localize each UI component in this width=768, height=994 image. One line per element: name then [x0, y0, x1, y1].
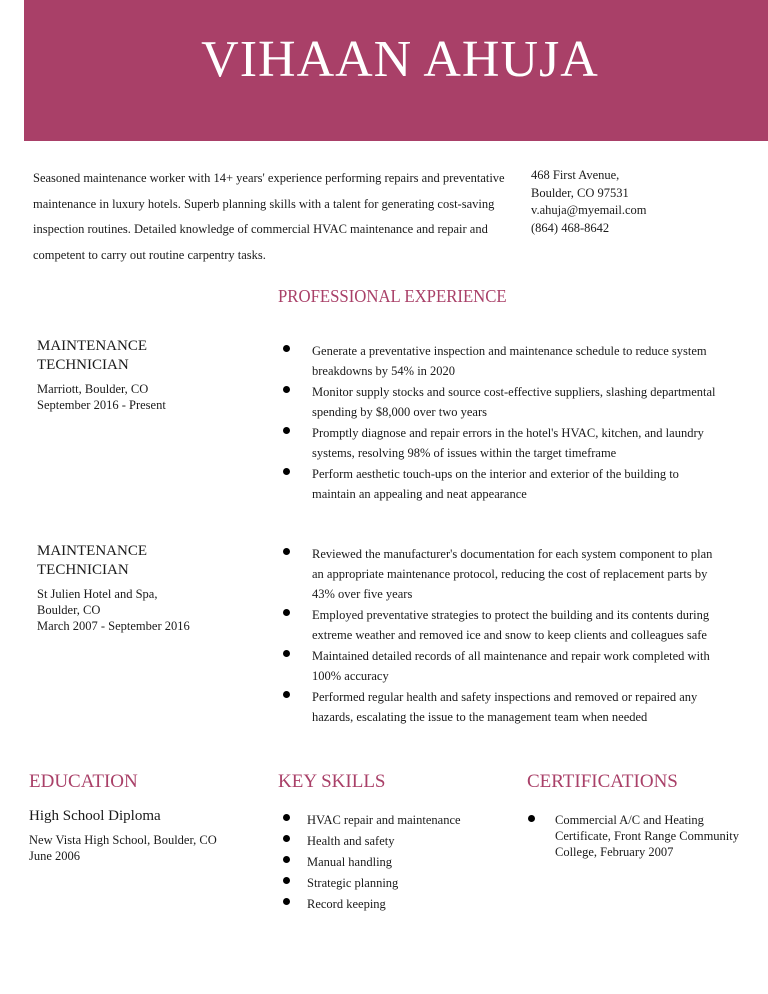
- list-item: [283, 873, 503, 894]
- email-address: v.ahuja@myemail.com: [531, 203, 647, 217]
- list-item: [283, 894, 503, 915]
- list-item: [283, 382, 723, 422]
- skill-text: Strategic planning: [307, 876, 399, 890]
- bullet-text: Performed regular health and safety inspections and removed or repaired any hazards, escalating the issue to the management team when needed: [312, 690, 698, 724]
- header-banner: [24, 0, 768, 141]
- education-heading: EDUCATION: [29, 771, 138, 792]
- bullet-text: Perform aesthetic touch-ups on the interior and exterior of the building to maintain an appealing and neat appearance: [312, 467, 679, 501]
- job-role-line: TECHNICIAN: [37, 357, 129, 373]
- bullet-text: Reviewed the manufacturer's documentation for each system component to plan an appropriate maintenance protocol, reducing the cost of replacement parts by 43% over five years: [312, 547, 713, 601]
- skill-text: Manual handling: [307, 855, 393, 869]
- skill-text: Record keeping: [307, 897, 386, 911]
- bullet-icon: [283, 427, 290, 434]
- skills-heading: KEY SKILLS: [278, 771, 386, 792]
- bullet-text: Employed preventative strategies to protect the building and its contents during extreme weather and removed ice and snow to keep clients and colleagues safe: [312, 608, 710, 642]
- skill-text: Health and safety: [307, 834, 395, 848]
- education-school: New Vista High School, Boulder, CO: [29, 833, 217, 847]
- bullet-icon: [283, 609, 290, 616]
- list-item: [283, 605, 723, 645]
- job-bullets: [283, 544, 723, 728]
- professional-summary: Seasoned maintenance worker with 14+ years' experience performing repairs and preventative maintenance in luxury hotels. Superb planning skills with a talent for generating cost-saving inspection routines. Detailed knowledge of commercial HVAC maintenance and repair and competent to carry out routine carpentry tasks.: [33, 171, 505, 262]
- education-degree: High School Diploma: [29, 808, 161, 824]
- list-item: [283, 464, 723, 504]
- bullet-icon: [283, 856, 290, 863]
- list-item: [283, 831, 503, 852]
- job-company: Marriott, Boulder, CO: [37, 382, 149, 396]
- list-item: [283, 544, 723, 604]
- address-line-1: 468 First Avenue,: [531, 168, 620, 182]
- list-item: [283, 423, 723, 463]
- job-role: [37, 337, 252, 375]
- address-line-2: Boulder, CO 97531: [531, 185, 629, 200]
- bullet-text: Generate a preventative inspection and maintenance schedule to reduce system breakdowns by 54% in 2020: [312, 344, 707, 378]
- list-item: [283, 646, 723, 686]
- contact-info: [531, 167, 647, 237]
- bullet-text: Monitor supply stocks and source cost-effective suppliers, slashing departmental spending by $8,000 over two years: [312, 385, 716, 419]
- skill-text: HVAC repair and maintenance: [307, 813, 461, 827]
- certifications-heading: CERTIFICATIONS: [527, 771, 678, 792]
- candidate-name: VIHAAN AHUJA: [201, 31, 599, 88]
- job-dates: March 2007 - September 2016: [37, 619, 190, 633]
- phone-number: (864) 468-8642: [531, 220, 610, 235]
- list-item: [283, 341, 723, 381]
- list-item: [283, 810, 503, 831]
- bullet-icon: [283, 468, 290, 475]
- list-item: [528, 812, 748, 860]
- bullet-icon: [283, 650, 290, 657]
- job-dates: September 2016 - Present: [37, 398, 166, 412]
- bullet-icon: [283, 835, 290, 842]
- certification-text: Commercial A/C and Heating Certificate, Front Range Community College, February 2007: [555, 813, 739, 859]
- education-meta: [29, 832, 217, 864]
- job-meta: [37, 586, 252, 634]
- job-location: Boulder, CO: [37, 603, 101, 617]
- skills-list: [283, 810, 503, 915]
- job-meta: [37, 381, 252, 413]
- certifications-list: [528, 812, 748, 861]
- bullet-icon: [283, 691, 290, 698]
- experience-heading: PROFESSIONAL EXPERIENCE: [278, 286, 507, 306]
- bullet-icon: [283, 898, 290, 905]
- bullet-icon: [283, 814, 290, 821]
- bullet-icon: [283, 345, 290, 352]
- job-role-line: MAINTENANCE: [37, 338, 147, 354]
- bullet-icon: [283, 548, 290, 555]
- job-role-line: TECHNICIAN: [37, 562, 129, 578]
- bullet-icon: [528, 815, 535, 822]
- job-entry: [37, 542, 252, 634]
- bullet-icon: [283, 386, 290, 393]
- job-company: St Julien Hotel and Spa,: [37, 587, 158, 601]
- job-role-line: MAINTENANCE: [37, 543, 147, 559]
- bullet-icon: [283, 877, 290, 884]
- job-bullets: [283, 341, 723, 505]
- bullet-text: Maintained detailed records of all maintenance and repair work completed with 100% accuracy: [312, 649, 710, 683]
- bullet-text: Promptly diagnose and repair errors in the hotel's HVAC, kitchen, and laundry systems, resolving 98% of issues within the target timeframe: [312, 426, 704, 460]
- list-item: [283, 852, 503, 873]
- education-date: June 2006: [29, 849, 81, 863]
- job-entry: [37, 337, 252, 413]
- job-role: [37, 542, 252, 580]
- list-item: [283, 687, 723, 727]
